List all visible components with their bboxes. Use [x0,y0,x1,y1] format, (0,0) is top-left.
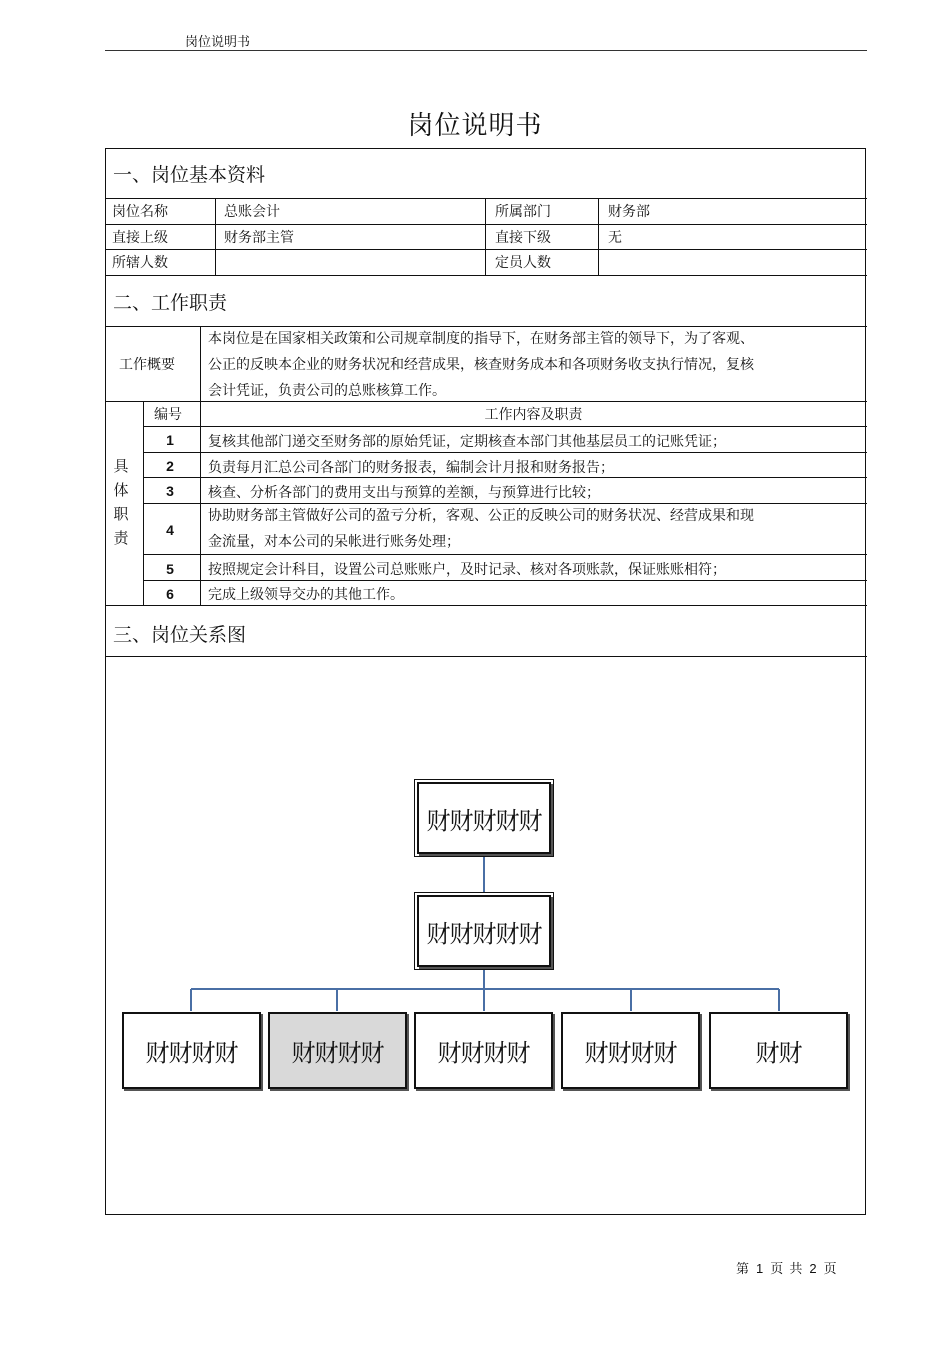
duty-number: 1 [166,432,174,448]
footer-total-pages: 2 [809,1261,818,1276]
org-box-middle: 财财财财财 [417,895,551,967]
section-heading-relationship: 三、岗位关系图 [113,624,247,646]
duty-text: 负责每月汇总公司各部门的财务报表，编制会计月报和财务报告； [208,460,614,476]
label-staffing-quota: 定员人数 [495,255,551,271]
footer-mid: 页 共 [770,1262,804,1277]
duty-line: 金流量，对本公司的呆帐进行账务处理； [208,534,460,550]
duty-text: 核查、分析各部门的费用支出与预算的差额，与预算进行比较； [208,485,600,501]
footer-post: 页 [823,1262,838,1277]
table-rule [215,198,216,275]
org-box-top: 财财财财财 [417,782,551,854]
footer-pre: 第 [736,1262,751,1277]
value-position-name: 总账会计 [224,204,280,220]
duty-text [208,503,754,555]
table-rule [143,452,867,453]
section-heading-basic-info: 一、岗位基本资料 [113,164,266,186]
page-footer [736,1258,838,1277]
org-box-bottom: 财财 [709,1012,848,1089]
duty-line: 协助财务部主管做好公司的盈亏分析，客观、公正的反映公司的财务状况、经营成果和现 [208,508,754,524]
label-direct-subordinate: 直接下级 [495,230,551,246]
label-job-overview: 工作概要 [119,357,175,373]
label-position-name: 岗位名称 [112,204,168,220]
overview-line: 本岗位是在国家相关政策和公司规章制度的指导下，在财务部主管的领导下，为了客观、 [208,331,754,347]
header-rule [105,50,867,51]
running-header: 岗位说明书 [185,35,251,50]
value-department: 财务部 [608,204,650,220]
table-rule [200,326,201,605]
duty-text: 按照规定会计科目，设置公司总账账户，及时记录、核对各项账款，保证账账相符； [208,562,726,578]
table-rule [105,605,867,606]
org-box-bottom: 财财财财 [414,1012,553,1089]
duty-number: 5 [166,561,174,577]
table-rule [105,224,867,225]
table-rule [105,275,867,276]
table-rule [598,198,599,275]
column-header-number: 编号 [154,407,182,423]
footer-page-number: 1 [756,1261,765,1276]
table-rule [143,580,867,581]
value-direct-superior: 财务部主管 [224,230,294,246]
table-rule [143,477,867,478]
label-department: 所属部门 [495,204,551,220]
table-rule [105,656,867,657]
duty-number: 4 [166,522,174,538]
org-box-bottom-highlighted: 财财财财 [268,1012,407,1089]
table-rule [105,198,867,199]
overview-line: 会计凭证，负责公司的总账核算工作。 [208,383,446,399]
column-header-content: 工作内容及职责 [484,407,583,423]
page-title: 岗位说明书 [407,111,543,141]
org-box-bottom: 财财财财 [561,1012,700,1089]
overview-line: 公正的反映本企业的财务状况和经营成果，核查财务成本和各项财务收支执行情况，复核 [208,357,754,373]
table-rule [485,198,486,275]
section-heading-duties: 二、工作职责 [113,292,228,314]
job-overview-text [208,326,754,404]
label-headcount-managed: 所辖人数 [112,255,168,271]
org-box-bottom: 财财财财 [122,1012,261,1089]
duty-text: 复核其他部门递交至财务部的原始凭证，定期核查本部门其他基层员工的记账凭证； [208,434,726,450]
duty-number: 2 [166,458,174,474]
specific-duties-label: 具 体 职 责 [113,457,129,547]
value-direct-subordinate: 无 [608,230,622,246]
duty-number: 6 [166,586,174,602]
duty-text: 完成上级领导交办的其他工作。 [208,587,404,603]
duty-number: 3 [166,483,174,499]
table-rule [105,249,867,250]
label-direct-superior: 直接上级 [112,230,168,246]
table-rule [143,426,867,427]
